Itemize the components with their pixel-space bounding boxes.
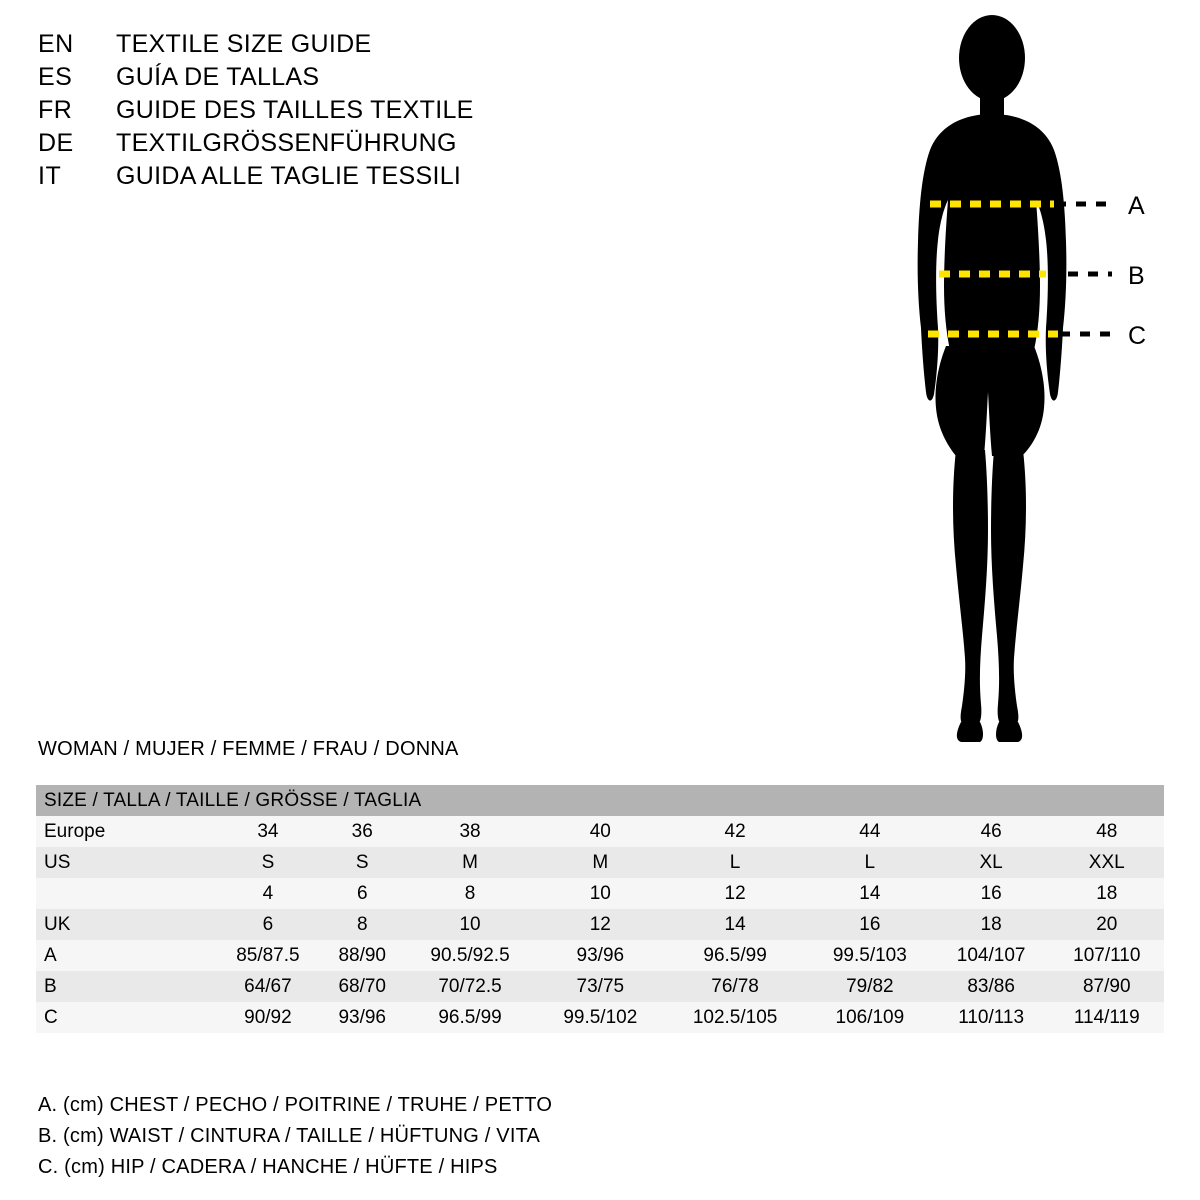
table-row (36, 940, 1164, 971)
cell: 96.5/99 (403, 1002, 538, 1033)
language-row (38, 28, 558, 61)
cell: 12 (537, 909, 663, 940)
row-label: Europe (36, 816, 214, 847)
table-header-row (36, 785, 1164, 816)
cell: M (403, 847, 538, 878)
cell: XL (933, 847, 1050, 878)
cell: 102.5/105 (663, 1002, 807, 1033)
cell: 99.5/103 (807, 940, 933, 971)
language-code: DE (38, 129, 74, 157)
language-row (38, 160, 558, 193)
cell: 20 (1050, 909, 1164, 940)
language-title: GUIDE DES TAILLES TEXTILE (116, 96, 474, 124)
cell: 70/72.5 (403, 971, 538, 1002)
cell: 14 (663, 909, 807, 940)
cell: 85/87.5 (214, 940, 322, 971)
cell: 40 (537, 816, 663, 847)
footnote-waist: B. (cm) WAIST / CINTURA / TAILLE / HÜFTUNG / VITA (38, 1125, 541, 1147)
cell: 38 (403, 816, 538, 847)
cell: 106/109 (807, 1002, 933, 1033)
language-title: GUÍA DE TALLAS (116, 63, 320, 91)
table-row (36, 971, 1164, 1002)
row-label (36, 878, 214, 909)
row-label: B (36, 971, 214, 1002)
cell: 16 (933, 878, 1050, 909)
cell: M (537, 847, 663, 878)
cell: 96.5/99 (663, 940, 807, 971)
cell: S (322, 847, 403, 878)
cell: S (214, 847, 322, 878)
cell: 73/75 (537, 971, 663, 1002)
cell: 87/90 (1050, 971, 1164, 1002)
table-row (36, 816, 1164, 847)
cell: 16 (807, 909, 933, 940)
row-label: UK (36, 909, 214, 940)
section-label-woman: WOMAN / MUJER / FEMME / FRAU / DONNA (38, 738, 459, 760)
cell: 42 (663, 816, 807, 847)
cell: 8 (403, 878, 538, 909)
cell: 48 (1050, 816, 1164, 847)
row-label: A (36, 940, 214, 971)
cell: 64/67 (214, 971, 322, 1002)
footnotes (38, 1090, 838, 1183)
cell: 10 (403, 909, 538, 940)
table-row (36, 878, 1164, 909)
language-title-block (38, 28, 558, 193)
language-title: TEXTILGRÖSSENFÜHRUNG (116, 129, 457, 157)
row-label: C (36, 1002, 214, 1033)
language-row (38, 94, 558, 127)
cell: 110/113 (933, 1002, 1050, 1033)
cell: 99.5/102 (537, 1002, 663, 1033)
footnote-chest: A. (cm) CHEST / PECHO / POITRINE / TRUHE / PETTO (38, 1094, 553, 1116)
cell: 36 (322, 816, 403, 847)
size-table (36, 785, 1164, 1033)
language-code: FR (38, 96, 73, 124)
marker-label-a: A (1128, 192, 1145, 220)
cell: 14 (807, 878, 933, 909)
language-title: TEXTILE SIZE GUIDE (116, 30, 372, 58)
marker-label-c: C (1128, 322, 1147, 350)
table-row (36, 1002, 1164, 1033)
cell: 83/86 (933, 971, 1050, 1002)
table-row (36, 909, 1164, 940)
cell: 88/90 (322, 940, 403, 971)
language-row (38, 61, 558, 94)
cell: 114/119 (1050, 1002, 1164, 1033)
cell: 8 (322, 909, 403, 940)
cell: 107/110 (1050, 940, 1164, 971)
cell: 18 (933, 909, 1050, 940)
cell: 46 (933, 816, 1050, 847)
cell: XXL (1050, 847, 1164, 878)
cell: 6 (214, 909, 322, 940)
language-code: IT (38, 162, 62, 190)
cell: 90.5/92.5 (403, 940, 538, 971)
body-figure (860, 10, 1190, 750)
cell: 104/107 (933, 940, 1050, 971)
female-silhouette-icon (860, 10, 1190, 750)
cell: 76/78 (663, 971, 807, 1002)
language-title: GUIDA ALLE TAGLIE TESSILI (116, 162, 462, 190)
cell: 90/92 (214, 1002, 322, 1033)
cell: 4 (214, 878, 322, 909)
cell: 93/96 (537, 940, 663, 971)
cell: 10 (537, 878, 663, 909)
cell: 18 (1050, 878, 1164, 909)
row-label: US (36, 847, 214, 878)
cell: 12 (663, 878, 807, 909)
language-code: EN (38, 30, 74, 58)
cell: L (807, 847, 933, 878)
cell: 44 (807, 816, 933, 847)
footnote-hip: C. (cm) HIP / CADERA / HANCHE / HÜFTE / HIPS (38, 1156, 498, 1178)
table-header-label: SIZE / TALLA / TAILLE / GRÖSSE / TAGLIA (36, 785, 1164, 816)
language-code: ES (38, 63, 73, 91)
cell: 6 (322, 878, 403, 909)
cell: 79/82 (807, 971, 933, 1002)
marker-label-b: B (1128, 262, 1145, 290)
cell: 93/96 (322, 1002, 403, 1033)
cell: L (663, 847, 807, 878)
cell: 68/70 (322, 971, 403, 1002)
language-row (38, 127, 558, 160)
cell: 34 (214, 816, 322, 847)
table-row (36, 847, 1164, 878)
